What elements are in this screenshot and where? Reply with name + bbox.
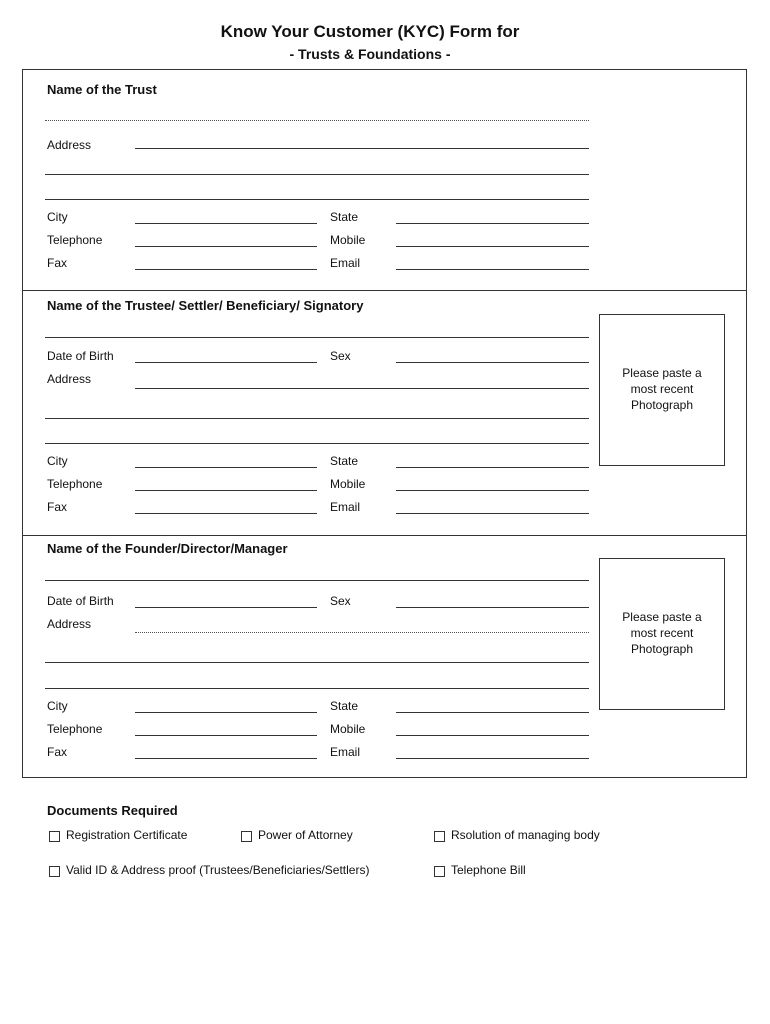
trustee-name-field[interactable]: [45, 337, 589, 338]
founder-telephone-label: Telephone: [47, 722, 103, 736]
founder-address-label: Address: [47, 617, 92, 631]
trustee-email-label: Email: [330, 500, 361, 514]
trust-address-field-3[interactable]: [45, 199, 589, 200]
founder-state-field[interactable]: [396, 712, 589, 713]
trust-fax-field[interactable]: [135, 269, 317, 270]
founder-address-field-3[interactable]: [45, 688, 589, 689]
trustee-email-field[interactable]: [396, 513, 589, 514]
founder-mobile-label: Mobile: [330, 722, 366, 736]
telephone-bill-checkbox[interactable]: [434, 866, 445, 877]
trustee-address-field-2[interactable]: [45, 418, 589, 419]
trustee-sex-label: Sex: [330, 349, 351, 363]
trustee-mobile-field[interactable]: [396, 490, 589, 491]
trust-email-field[interactable]: [396, 269, 589, 270]
founder-photo-box[interactable]: [599, 558, 725, 710]
valid-id-label: Valid ID & Address proof (Trustees/Beneficiaries/Settlers): [66, 863, 370, 877]
trust-address-field-1[interactable]: [135, 148, 589, 149]
resolution-label: Rsolution of managing body: [451, 828, 600, 842]
power-of-attorney-checkbox[interactable]: [241, 831, 252, 842]
trustee-telephone-label: Telephone: [47, 477, 103, 491]
founder-email-label: Email: [330, 745, 361, 759]
founder-sex-field[interactable]: [396, 607, 589, 608]
founder-email-field[interactable]: [396, 758, 589, 759]
trustee-city-field[interactable]: [135, 467, 317, 468]
founder-photo-label: Please paste a most recent Photograph: [622, 610, 702, 656]
trustee-dob-label: Date of Birth: [47, 349, 114, 363]
founder-sex-label: Sex: [330, 594, 351, 608]
founder-fax-label: Fax: [47, 745, 68, 759]
power-of-attorney-label: Power of Attorney: [258, 828, 353, 842]
telephone-bill-label: Telephone Bill: [451, 863, 526, 877]
form-title: Know Your Customer (KYC) Form for: [220, 22, 520, 41]
founder-address-field-1[interactable]: [135, 632, 589, 633]
trustee-address-field-1[interactable]: [135, 388, 589, 389]
form-subtitle: - Trusts & Foundations -: [289, 46, 451, 62]
trustee-address-field-3[interactable]: [45, 443, 589, 444]
trustee-photo-box[interactable]: [599, 314, 725, 466]
trustee-sex-field[interactable]: [396, 362, 589, 363]
founder-name-field[interactable]: [45, 580, 589, 581]
founder-fax-field[interactable]: [135, 758, 317, 759]
trustee-state-field[interactable]: [396, 467, 589, 468]
trust-city-field[interactable]: [135, 223, 317, 224]
trustee-dob-field[interactable]: [135, 362, 317, 363]
trust-address-field-2[interactable]: [45, 174, 589, 175]
trust-name-heading: Name of the Trust: [47, 82, 157, 97]
founder-dob-field[interactable]: [135, 607, 317, 608]
trust-state-label: State: [330, 210, 359, 224]
registration-certificate-checkbox[interactable]: [49, 831, 60, 842]
trust-mobile-label: Mobile: [330, 233, 366, 247]
trustee-fax-field[interactable]: [135, 513, 317, 514]
trustee-fax-label: Fax: [47, 500, 68, 514]
founder-dob-label: Date of Birth: [47, 594, 114, 608]
documents-heading: Documents Required: [47, 803, 178, 818]
trust-mobile-field[interactable]: [396, 246, 589, 247]
founder-state-label: State: [330, 699, 359, 713]
trust-telephone-label: Telephone: [47, 233, 103, 247]
trustee-state-label: State: [330, 454, 359, 468]
resolution-checkbox[interactable]: [434, 831, 445, 842]
founder-address-field-2[interactable]: [45, 662, 589, 663]
founder-name-heading: Name of the Founder/Director/Manager: [47, 541, 288, 556]
trustee-address-label: Address: [47, 372, 92, 386]
trustee-photo-label: Please paste a most recent Photograph: [622, 366, 702, 412]
trust-address-label: Address: [47, 138, 92, 152]
trustee-name-heading: Name of the Trustee/ Settler/ Beneficiary/ Signatory: [47, 298, 364, 313]
registration-certificate-label: Registration Certificate: [66, 828, 188, 842]
trustee-city-label: City: [47, 454, 68, 468]
trustee-mobile-label: Mobile: [330, 477, 366, 491]
founder-city-label: City: [47, 699, 68, 713]
founder-telephone-field[interactable]: [135, 735, 317, 736]
section-divider-1: [22, 290, 747, 291]
trust-state-field[interactable]: [396, 223, 589, 224]
valid-id-checkbox[interactable]: [49, 866, 60, 877]
section-divider-2: [22, 535, 747, 536]
founder-mobile-field[interactable]: [396, 735, 589, 736]
trust-email-label: Email: [330, 256, 361, 270]
founder-city-field[interactable]: [135, 712, 317, 713]
trust-telephone-field[interactable]: [135, 246, 317, 247]
trust-city-label: City: [47, 210, 68, 224]
trustee-telephone-field[interactable]: [135, 490, 317, 491]
trust-fax-label: Fax: [47, 256, 68, 270]
trust-name-field[interactable]: [45, 120, 589, 121]
